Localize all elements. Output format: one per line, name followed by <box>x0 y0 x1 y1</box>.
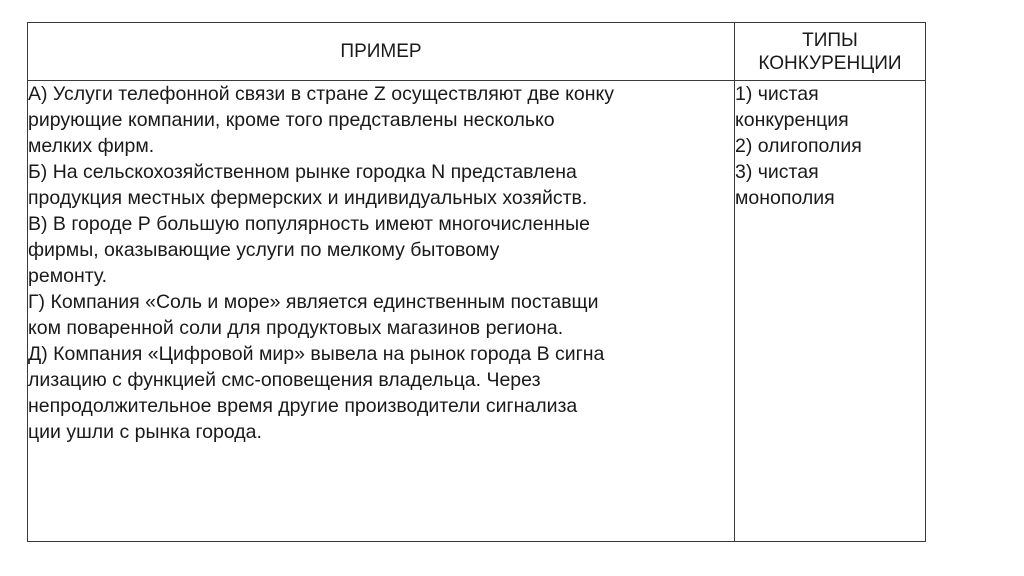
type-line: 1) чистая <box>735 83 819 105</box>
example-line: ремонту. <box>28 265 108 287</box>
types-header-line-2: КОНКУРЕНЦИИ <box>758 52 902 74</box>
type-line: 2) олигополия <box>735 135 862 157</box>
type-line: 3) чистая <box>735 161 819 183</box>
example-line: А) Услуги телефонной связи в стране Z осуществляют две конку <box>28 83 614 105</box>
example-line: фирмы, оказывающие услуги по мелкому бытовому <box>28 239 500 261</box>
table-body-row <box>28 81 926 542</box>
example-line: непродолжительное время другие производители сигнализа <box>28 395 578 417</box>
example-column-header: ПРИМЕР <box>28 23 735 81</box>
example-line: Д) Компания «Цифровой мир» вывела на рынок города В сигна <box>28 343 605 365</box>
example-line: мелких фирм. <box>28 135 155 157</box>
type-line: монополия <box>735 187 835 209</box>
types-column-header <box>735 23 926 81</box>
example-line: Б) На сельскохозяйственном рынке городка N представлена <box>28 161 577 183</box>
example-line: лизацию с функцией смс-оповещения владельца. Через <box>28 369 541 391</box>
types-header-line-1: ТИПЫ <box>802 29 858 51</box>
types-cell <box>735 81 926 542</box>
example-line: В) В городе Р большую популярность имеют многочисленные <box>28 213 590 235</box>
table-header-row <box>28 23 926 81</box>
example-line: ции ушли с рынка города. <box>28 421 262 443</box>
example-line: продукция местных фермерских и индивидуальных хозяйств. <box>28 187 588 209</box>
type-line: конкуренция <box>735 109 849 131</box>
competition-types-table <box>27 22 926 542</box>
example-line: ком поваренной соли для продуктовых магазинов региона. <box>28 317 564 339</box>
example-line: рирующие компании, кроме того представлены несколько <box>28 109 555 131</box>
examples-cell <box>28 81 735 542</box>
example-line: Г) Компания «Соль и море» является единственным поставщи <box>28 291 599 313</box>
